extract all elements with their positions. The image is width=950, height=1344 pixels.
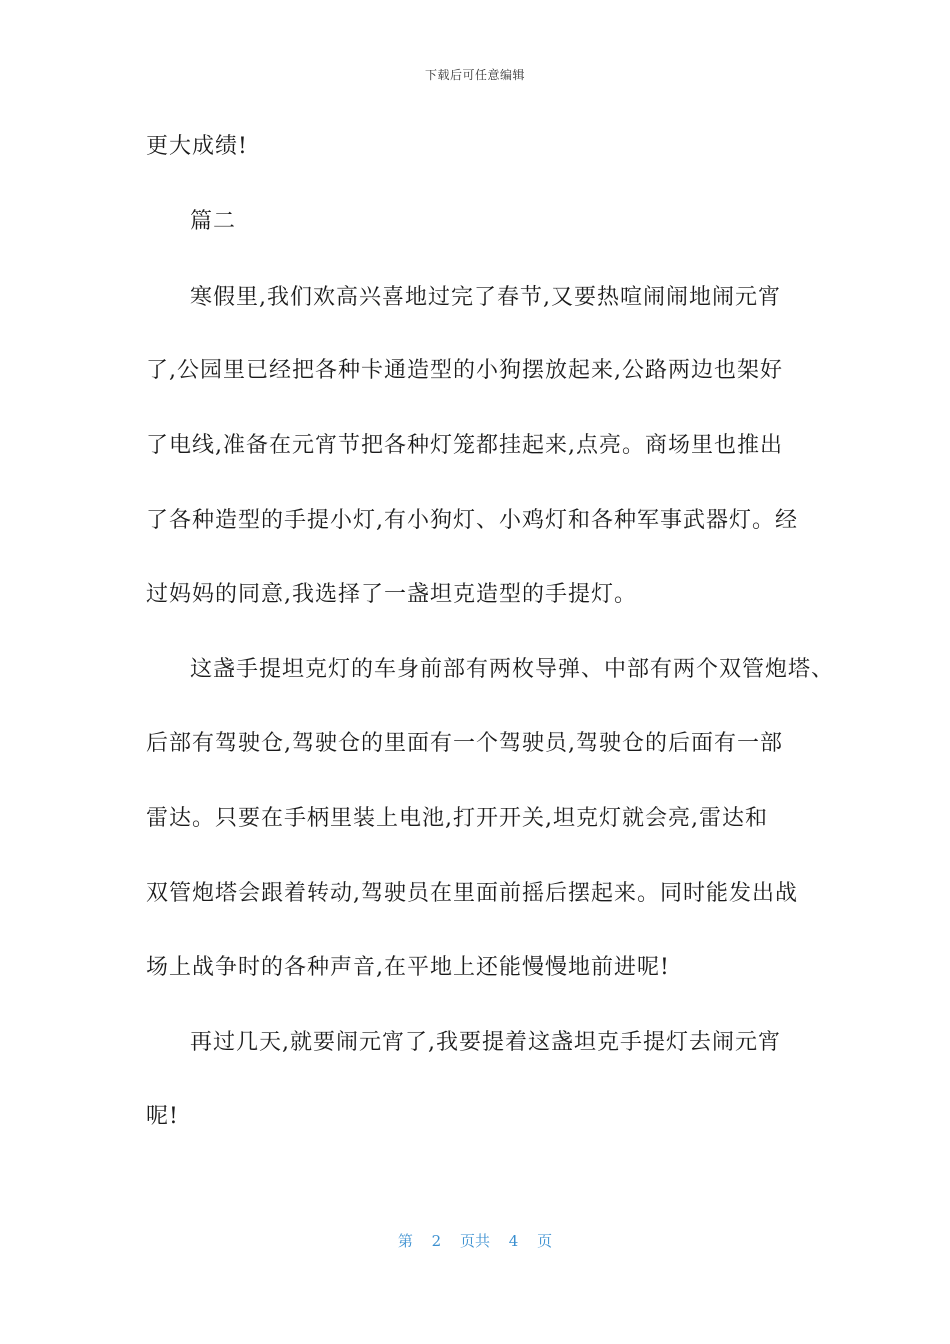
- text-line: 双管炮塔会跟着转动,驾驶员在里面前摇后摆起来。同时能发出战: [146, 881, 798, 906]
- text-line: 呢!: [146, 1104, 179, 1129]
- text-line: 雷达。只要在手柄里装上电池,打开开关,坦克灯就会亮,雷达和: [146, 806, 768, 831]
- footer-prefix: 第: [397, 1232, 413, 1250]
- text-line: 了电线,准备在元宵节把各种灯笼都挂起来,点亮。商场里也推出: [146, 433, 783, 458]
- footer-middle: 页共: [459, 1232, 490, 1250]
- header-note: 下载后可任意编辑: [424, 68, 525, 82]
- page-footer: [0, 1230, 950, 1251]
- text-line: 了各种造型的手提小灯,有小狗灯、小鸡灯和各种军事武器灯。经: [146, 508, 798, 533]
- text-line: 寒假里,我们欢高兴喜地过完了春节,又要热喧闹闹地闹元宵: [190, 285, 781, 310]
- text-line: 更大成绩!: [146, 134, 248, 159]
- total-pages-number: 4: [508, 1232, 519, 1250]
- text-line: 再过几天,就要闹元宵了,我要提着这盏坦克手提灯去闹元宵: [190, 1030, 781, 1055]
- text-line: 了,公园里已经把各种卡通造型的小狗摆放起来,公路两边也架好: [146, 358, 783, 383]
- current-page-number: 2: [431, 1232, 442, 1250]
- section-heading: 篇二: [190, 209, 237, 234]
- text-line: 过妈妈的同意,我选择了一盏坦克造型的手提灯。: [146, 582, 637, 607]
- text-line: 这盏手提坦克灯的车身前部有两枚导弹、中部有两个双管炮塔、: [190, 657, 835, 682]
- text-line: 场上战争时的各种声音,在平地上还能慢慢地前进呢!: [146, 955, 670, 980]
- text-line: 后部有驾驶仓,驾驶仓的里面有一个驾驶员,驾驶仓的后面有一部: [146, 731, 783, 756]
- footer-suffix: 页: [537, 1232, 553, 1250]
